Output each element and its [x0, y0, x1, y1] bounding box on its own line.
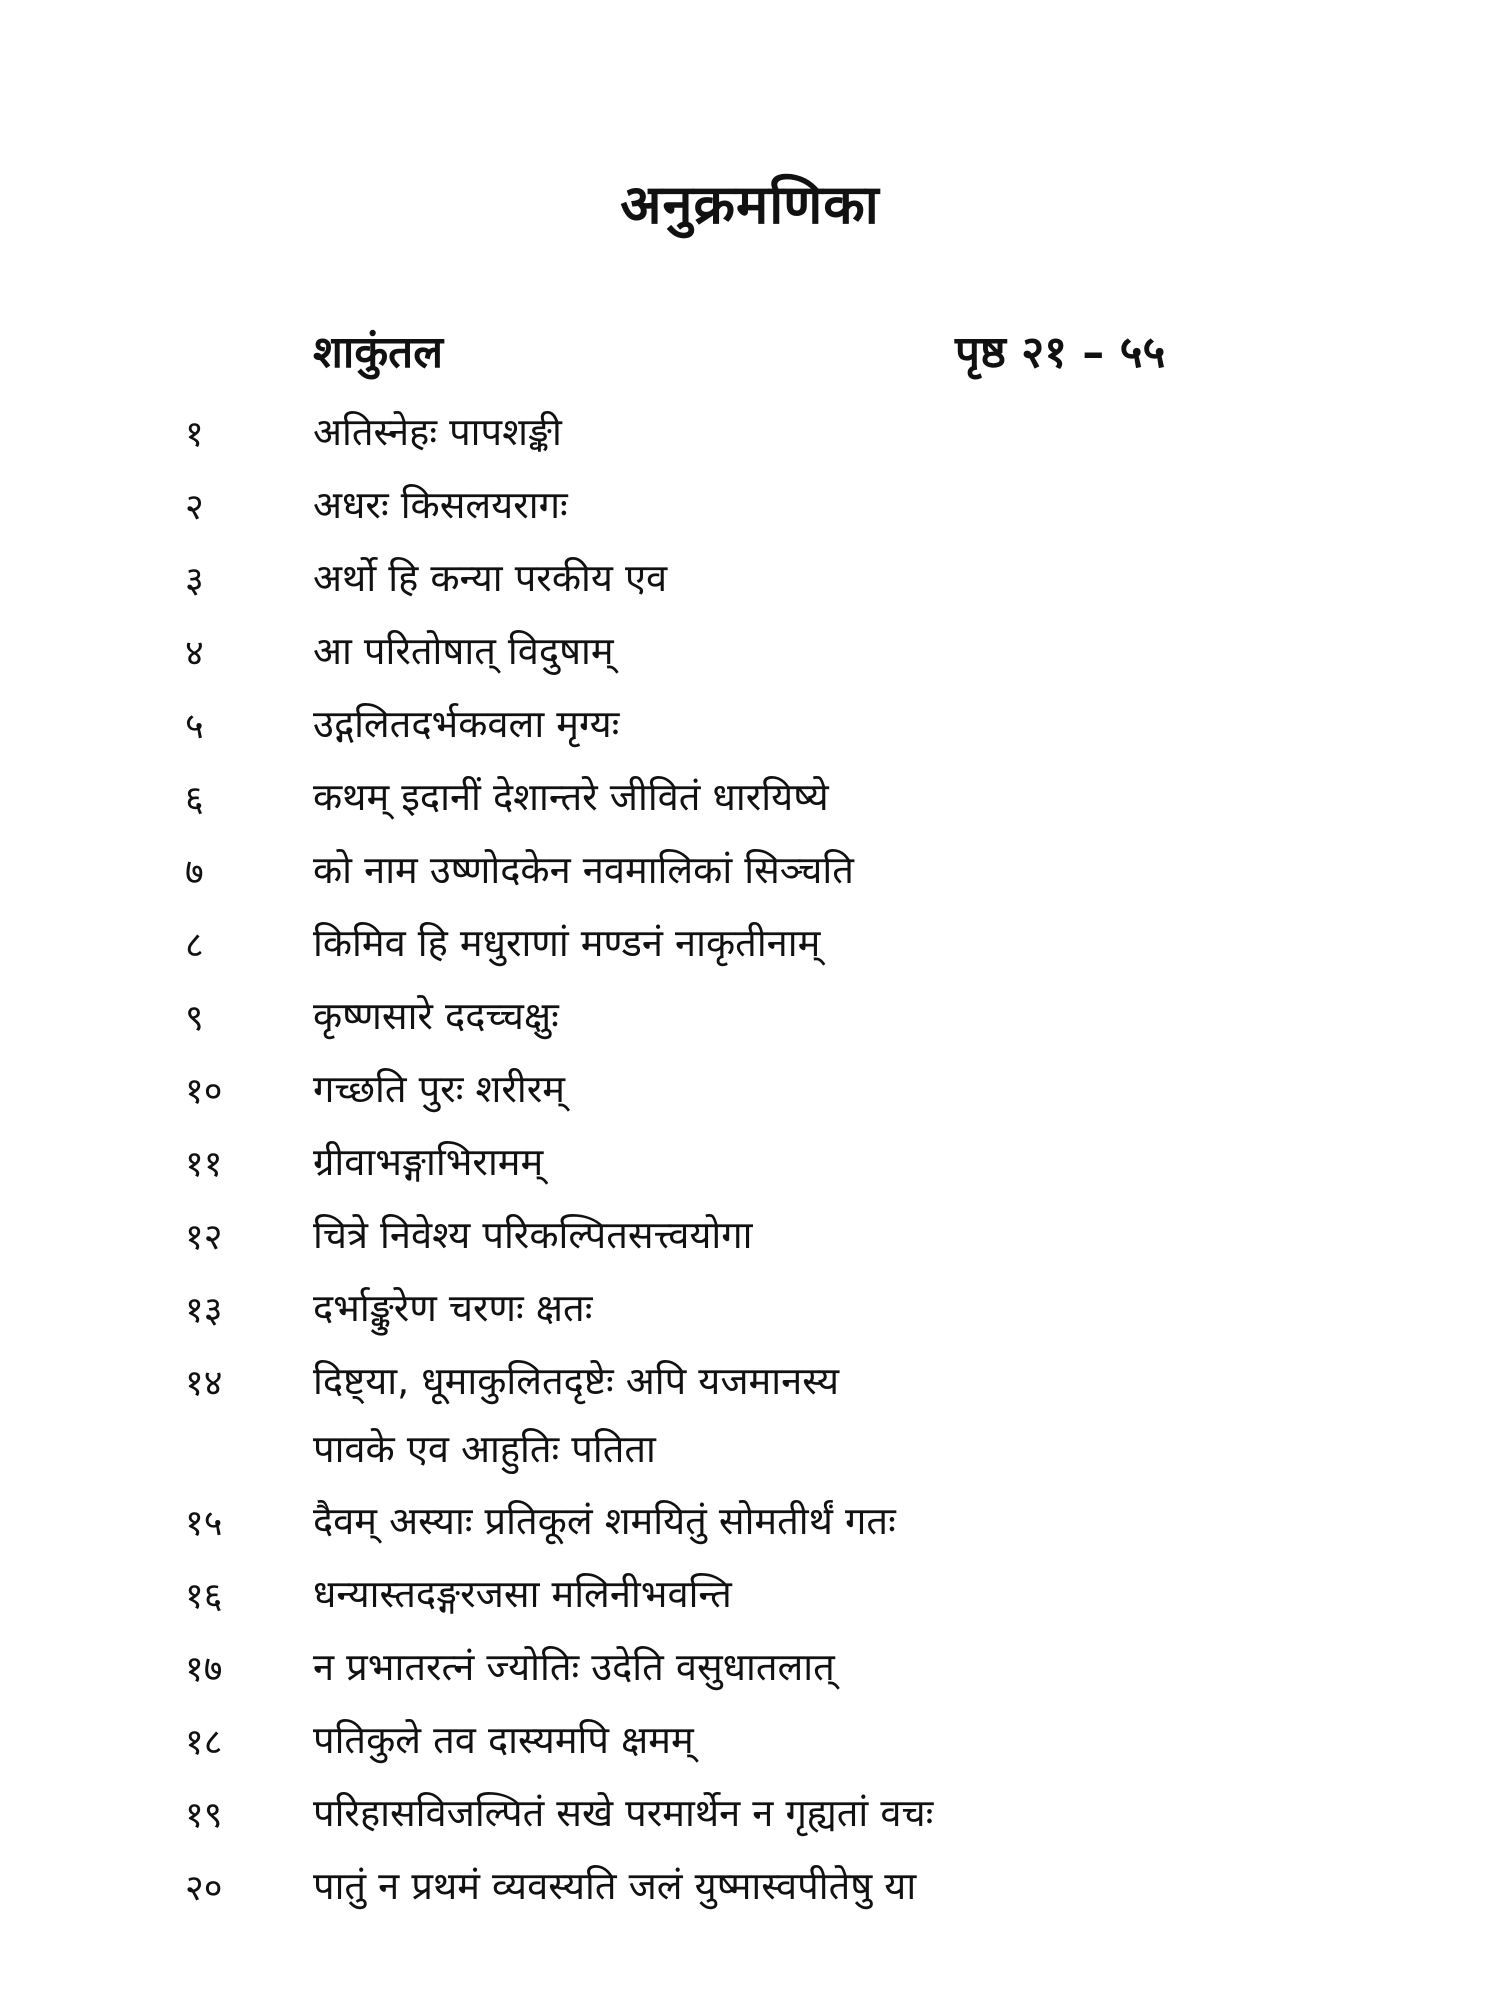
entry-title: दर्भाङ्कुरेण चरणः क्षतः [313, 1286, 593, 1330]
entry-number: १७ [185, 1649, 223, 1690]
entry-title-line-1: दिष्ट्या, धूमाकुलितदृष्टेः अपि यजमानस्य [313, 1359, 840, 1403]
entry-title-line-2: पावके एव आहुतिः पतिता [313, 1427, 656, 1471]
page-title: अनुक्रमणिका [620, 173, 880, 236]
entry-title: कृष्णसारे ददच्चक्षुः [313, 994, 559, 1038]
contents-entry [0, 1779, 1500, 1852]
entry-title: पातुं न प्रथमं व्यवस्यति जलं युष्मास्वपीतेषु या [313, 1864, 917, 1908]
entry-number: १ [185, 414, 204, 455]
entry-title: किमिव हि मधुराणां मण्डनं नाकृतीनाम् [313, 921, 821, 965]
entry-title: न प्रभातरत्नं ज्योतिः उदेति वसुधातलात् [313, 1645, 835, 1689]
contents-entry [0, 471, 1500, 544]
entry-title: उद्गलितदर्भकवला मृग्यः [313, 702, 620, 746]
contents-entry [0, 982, 1500, 1055]
contents-entry [0, 1347, 1500, 1487]
entry-title: को नाम उष्णोदकेन नवमालिकां सिञ्चति [313, 848, 854, 892]
contents-entry [0, 398, 1500, 471]
entry-number: ८ [185, 925, 204, 966]
entry-number: ९ [185, 998, 204, 1039]
entry-number: १२ [185, 1217, 223, 1258]
entry-title: पतिकुले तव दास्यमपि क्षमम् [313, 1718, 694, 1762]
entry-title: गच्छति पुरः शरीरम् [313, 1067, 565, 1111]
contents-entry [0, 1560, 1500, 1633]
entry-number: ४ [185, 633, 204, 674]
entry-number: १९ [185, 1795, 223, 1836]
contents-entry [0, 1633, 1500, 1706]
entry-number: १३ [185, 1290, 223, 1331]
contents-entry [0, 1487, 1500, 1560]
contents-entry [0, 617, 1500, 690]
section-header [0, 320, 1500, 380]
contents-entry [0, 690, 1500, 763]
contents-entry [0, 1128, 1500, 1201]
entry-title: आ परितोषात् विदुषाम् [313, 629, 614, 673]
entry-number: १८ [185, 1722, 223, 1763]
entry-title: परिहासविजल्पितं सखे परमार्थेन न गृह्यतां वचः [313, 1791, 934, 1835]
entry-number: १० [185, 1071, 223, 1112]
entry-title: कथम् इदानीं देशान्तरे जीवितं धारयिष्ये [313, 775, 829, 819]
contents-entry [0, 763, 1500, 836]
entry-number: ११ [185, 1144, 223, 1185]
contents-entry [0, 1852, 1500, 1925]
entry-title: चित्रे निवेश्य परिकल्पितसत्त्वयोगा [313, 1213, 753, 1257]
contents-list [0, 398, 1500, 1925]
entry-title: अधरः किसलयरागः [313, 483, 568, 527]
entry-number: ३ [185, 560, 204, 601]
entry-number: ७ [185, 852, 204, 893]
section-page-range: पृष्ठ २१ – ५५ [955, 327, 1166, 378]
entry-title [313, 1347, 1413, 1483]
entry-title: ग्रीवाभङ्गाभिरामम् [313, 1140, 544, 1184]
entry-number: १४ [185, 1363, 223, 1404]
contents-entry [0, 1201, 1500, 1274]
entry-title: धन्यास्तदङ्गरजसा मलिनीभवन्ति [313, 1572, 732, 1616]
entry-title: अर्थो हि कन्या परकीय एव [313, 556, 668, 600]
entry-title: दैवम् अस्याः प्रतिकूलं शमयितुं सोमतीर्थं गतः [313, 1499, 896, 1543]
entry-number: २ [185, 487, 204, 528]
contents-entry [0, 909, 1500, 982]
entry-number: २० [185, 1868, 223, 1909]
entry-number: १६ [185, 1576, 223, 1617]
contents-entry [0, 1274, 1500, 1347]
entry-number: ६ [185, 779, 204, 820]
entry-title: अतिस्नेहः पापशङ्की [313, 410, 562, 454]
contents-entry [0, 1706, 1500, 1779]
entry-number: १५ [185, 1503, 223, 1544]
contents-entry [0, 836, 1500, 909]
contents-entry [0, 544, 1500, 617]
section-title: शाकुंतल [313, 327, 444, 378]
entry-number: ५ [185, 706, 204, 747]
contents-entry [0, 1055, 1500, 1128]
